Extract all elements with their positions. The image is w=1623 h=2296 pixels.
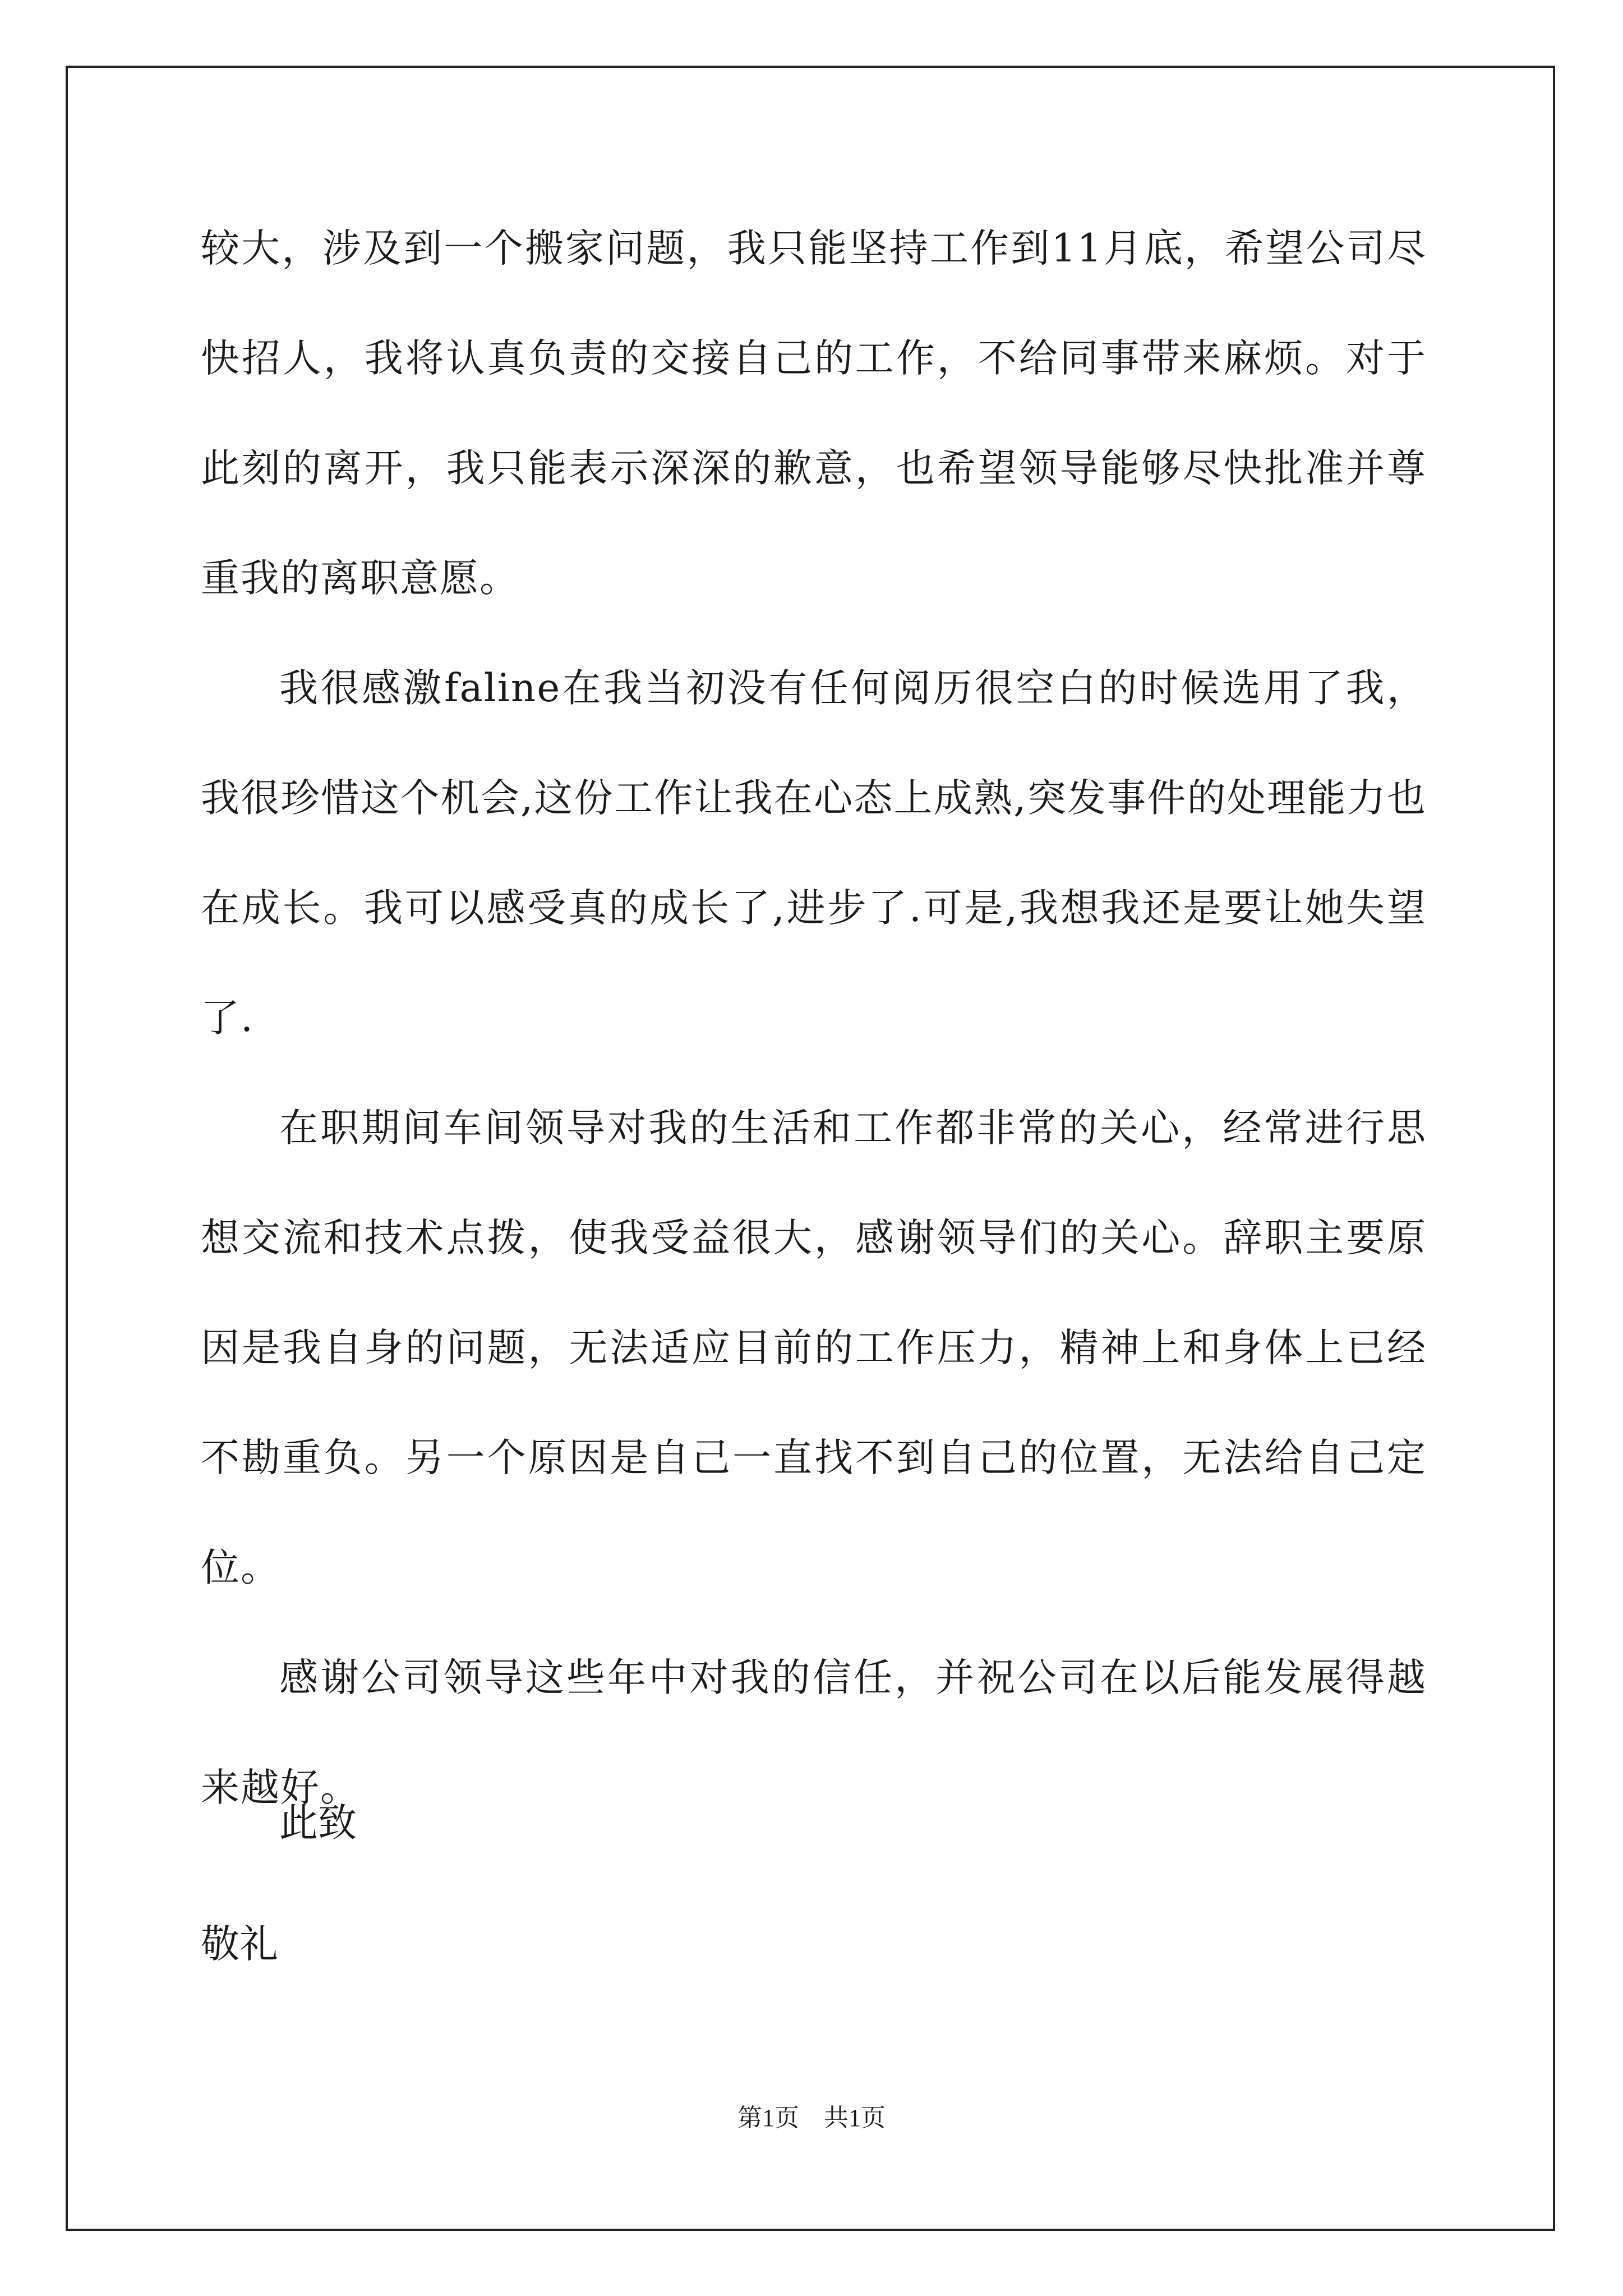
paragraph-4: 感谢公司领导这些年中对我的信任，并祝公司在以后能发展得越来越好。 — [201, 1655, 1427, 1810]
closing-salutation: 此致 — [279, 1801, 357, 1846]
paragraph-1: 较大，涉及到一个搬家问题，我只能坚持工作到11月底，希望公司尽快招人，我将认真负责的交接自己的工作，不给同事带来麻烦。对于此刻的离开，我只能表示深深的歉意，也希望领导能够尽快批准并尊重我的离职意愿。 — [201, 226, 1427, 601]
paragraph-3: 在职期间车间领导对我的生活和工作都非常的关心，经常进行思想交流和技术点拨，使我受益很大，感谢领导们的关心。辞职主要原因是我自身的问题，无法适应目前的工作压力，精神上和身体上已经不勘重负。另一个原因是自己一直找不到自己的位置，无法给自己定位。 — [201, 1106, 1427, 1590]
closing-regards: 敬礼 — [201, 1922, 278, 1967]
paragraph-2: 我很感激faline在我当初没有任何阅历很空白的时候选用了我，我很珍惜这个机会,这份工作让我在心态上成熟,突发事件的处理能力也在成长。我可以感受真的成长了,进步了.可是,我想我还是要让她失望了. — [201, 666, 1427, 1041]
page-number: 第1页 共1页 — [737, 2104, 886, 2132]
letter-body — [201, 194, 1427, 1843]
